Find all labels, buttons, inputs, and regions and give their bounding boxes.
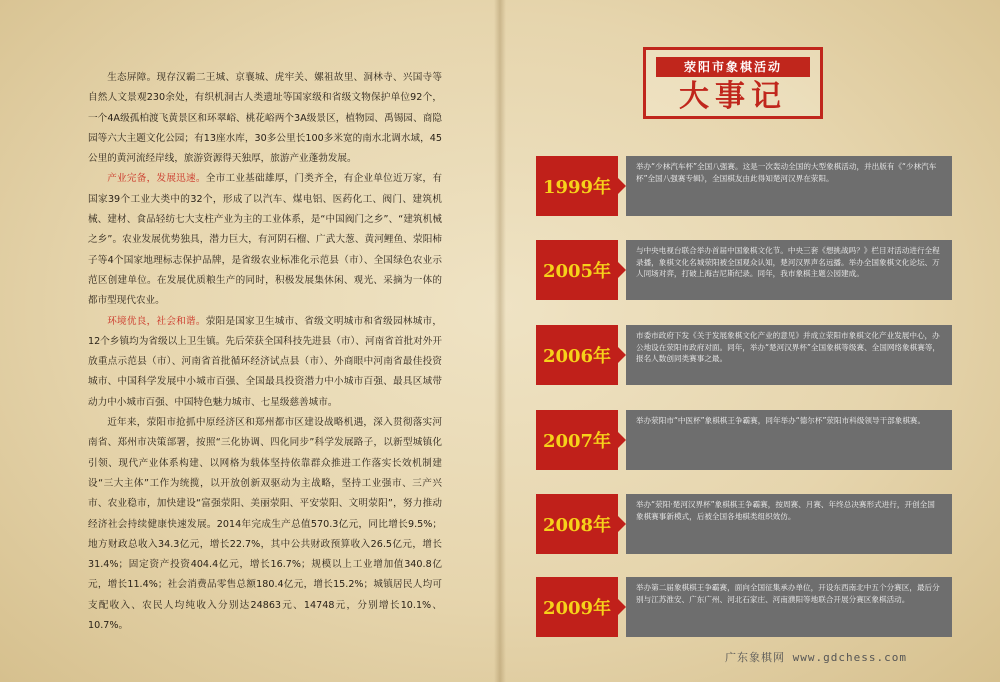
- paragraph-2: [88, 169, 442, 311]
- event-description: 举办“少林汽车杯”全国八强赛。这是一次轰动全国的大型象棋活动，并出版有《“少林汽车杯”全国八强赛专辑》，全国棋友由此得知楚河汉界在荥阳。: [626, 156, 952, 216]
- timeline-event: [536, 240, 952, 300]
- event-description: 与中央电视台联合举办首届中国象棋文化节。中央三套《想挑战吗？》栏目对活动进行全程录播，象棋文化名城荥阳被全国观众认知，楚河汉界声名远播。举办全国象棋文化论坛、万人同场对弈，打破上海吉尼斯纪录。同年，我市象棋主题公园建成。: [626, 240, 952, 300]
- title-box: [643, 47, 823, 119]
- paragraph-text: 生态屏障。现存汉霸二王城、京襄城、虎牢关、嫘祖故里、洞林寺、兴国寺等自然人文景观230余处，有织机洞古人类遗址等国家级和省级文物保护单位92个，一个4A级孤柏渡飞黄景区和环翠峪、桃花峪两个3A级景区，植物园、禹锡园、商隐园等六大主题文化公园；有13座水库，30多公里长100多米宽的南水北调水域，45公里的黄河流经岸线，旅游资源得天独厚，旅游产业蓬勃发展。: [88, 72, 442, 165]
- event-year: 1999年: [536, 156, 618, 216]
- paragraph-text: 近年来，荥阳市抢抓中原经济区和郑州都市区建设战略机遇，深入贯彻落实河南省、郑州市决策部署，按照“三化协调、四化同步”科学发展路子，以新型城镇化引领、现代产业体系构建、以网格为载体坚持依靠群众推进工作落实长效机制建设“三大主体”工作为统揽，以开放创新双驱动为主战略，坚持工业强市、三产兴市、农业稳市，加快建设“富强荥阳、美丽荥阳、平安荥阳、文明荥阳”，努力推动经济社会持续健康快速发展。2014年完成生产总值570.3亿元，同比增长9.5%；地方财政总收入34.3亿元，增长22.7%，其中公共财政预算收入26.5亿元，增长31.4%；固定资产投资404.4亿元，增长16.7%；规模以上工业增加值340.8亿元，增长11.4%；社会消费品零售总额180.4亿元，增长15.2%；城镇居民人均可支配收入、农民人均纯收入分别达24863元、14748元，分别增长10.1%、10.7%。: [88, 417, 442, 632]
- event-description: 举办第二届象棋棋王争霸赛，面向全国征集承办单位，开设东西南北中五个分赛区，最后分别与江苏淮安、广东广州、河北石家庄、河南濮阳等地联合开展分赛区象棋活动。: [626, 577, 952, 637]
- timeline-event: [536, 410, 952, 470]
- site-watermark: 广东象棋网 www.gdchess.com: [725, 651, 907, 664]
- timeline-event: [536, 577, 952, 637]
- timeline-event: [536, 156, 952, 216]
- event-description: 举办荥阳市“中医杯”象棋棋王争霸赛，同年举办“德尔杯”荥阳市科级领导干部象棋赛。: [626, 410, 952, 470]
- timeline-event: [536, 325, 952, 385]
- event-description: 市委市政府下发《关于发展象棋文化产业的意见》并成立荥阳市象棋文化产业发展中心，办公地设在荥阳市政府对面。同年，举办“楚河汉界杯”全国象棋等级赛、全国网络象棋赛等，报名人数创同类赛事之最。: [626, 325, 952, 385]
- page-title: 大事记: [679, 79, 787, 114]
- left-page: [0, 0, 498, 682]
- title-subheading: 荥阳市象棋活动: [656, 57, 810, 77]
- article-body: [88, 68, 442, 636]
- book-spine: [494, 0, 506, 682]
- event-year: 2008年: [536, 494, 618, 554]
- paragraph-3: [88, 312, 442, 413]
- event-year: 2006年: [536, 325, 618, 385]
- paragraph-lead: 环境优良，社会和谐。: [107, 315, 206, 327]
- paragraph-lead: 产业完备，发展迅速。: [107, 173, 206, 185]
- paragraph-4: [88, 413, 442, 636]
- paragraph-1: [88, 68, 442, 169]
- paragraph-text: 全市工业基础雄厚，门类齐全，有企业单位近万家，有国家39个工业大类中的32个，形成了以汽车、煤电铝、医药化工、阀门、建筑机械、建材、食品轻纺七大支柱产业为主的工业体系，是“中国阀门之乡”、“建筑机械之乡”。农业发展优势独具，潜力巨大，有河阴石榴、广武大葱、黄河鲤鱼、荥阳柿子等4个国家地理标志保护品牌，是省级农业标准化示范县（市）、全国绿色农业示范区创建单位。在发展优质粮生产的同时，积极发展集休闲、观光、采摘为一体的都市型现代农业。: [88, 173, 443, 307]
- paragraph-text: 荥阳是国家卫生城市、省级文明城市和省级园林城市，12个乡镇均为省级以上卫生镇。先后荣获全国科技先进县（市）、河南省首批对外开放重点示范县（市）、河南省首批循环经济试点县（市）、外商眼中河南省最佳投资城市、中国科学发展中小城市百强、全国最具投资潜力中小城市百强、最具区域带动力中小城市百强、中国特色魅力城市、七星级慈善城市。: [88, 315, 443, 408]
- event-description: 举办“荥阳·楚河汉界杯”象棋棋王争霸赛，按周赛、月赛、年终总决赛形式进行，开创全国象棋赛事新模式，后被全国各地棋类组织效仿。: [626, 494, 952, 554]
- event-year: 2009年: [536, 577, 618, 637]
- event-year: 2005年: [536, 240, 618, 300]
- event-year: 2007年: [536, 410, 618, 470]
- timeline-event: [536, 494, 952, 554]
